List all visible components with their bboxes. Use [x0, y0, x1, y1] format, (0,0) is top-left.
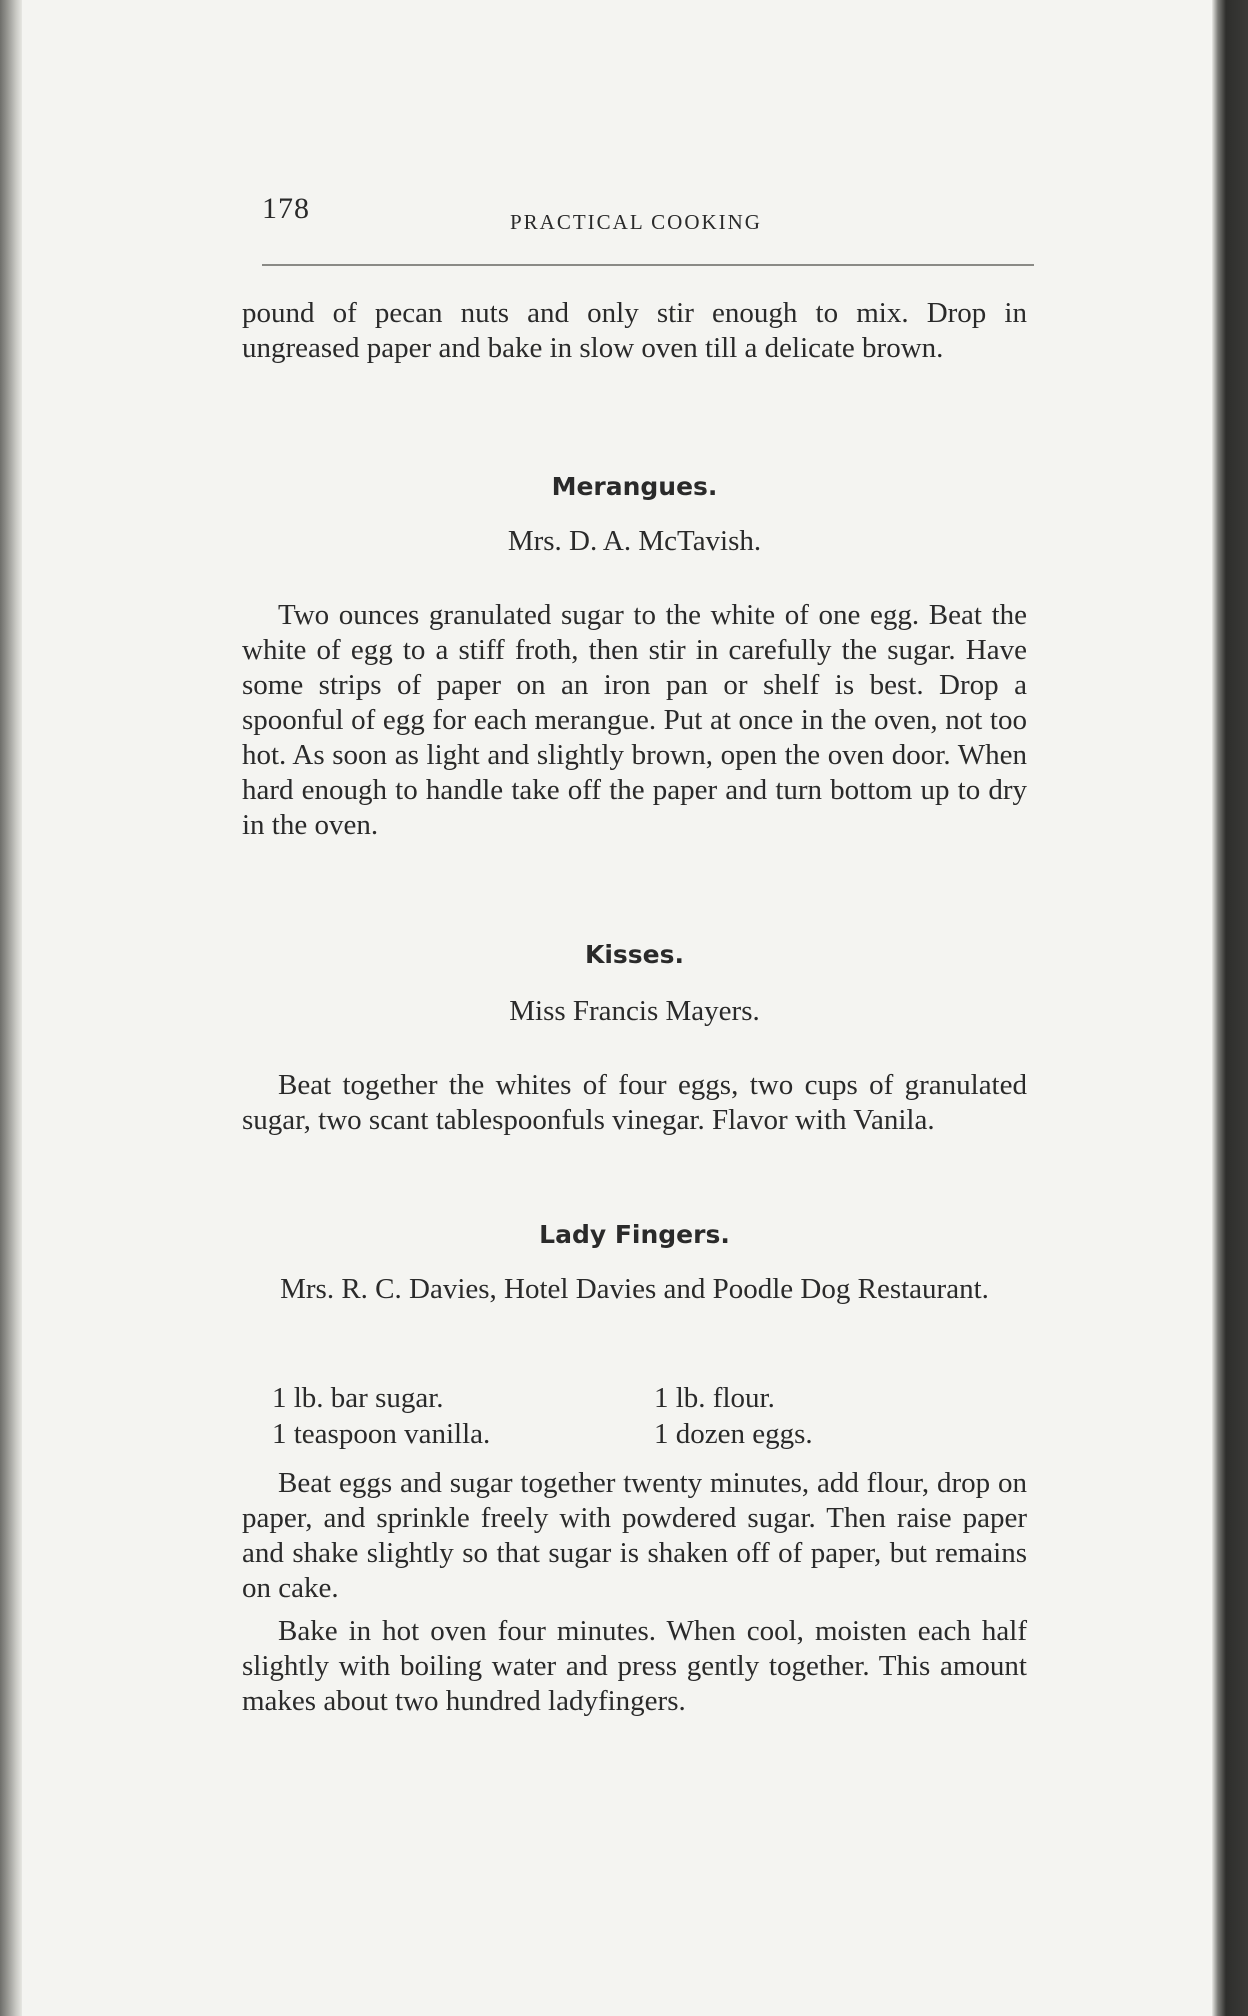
- ingredient-item: 1 dozen eggs.: [654, 1418, 813, 1450]
- ingredient-item: 1 teaspoon vanilla.: [272, 1418, 491, 1450]
- recipe-title-lady-fingers: Lady Fingers.: [539, 1220, 730, 1249]
- recipe-paragraph: Beat eggs and sugar together twenty minutes, add flour, drop on paper, and sprinkle freely with powdered sugar. Then raise paper and shake slightly so that sugar is shaken off of paper, but remains on cake.: [242, 1467, 1027, 1604]
- page-edge-shadow: [1212, 0, 1248, 2016]
- recipe-body-kisses: [242, 1068, 1027, 1138]
- ingredient-list: [272, 1380, 872, 1460]
- recipe-title-kisses: Kisses.: [584, 940, 685, 969]
- recipe-contributor-kisses: Miss Francis Mayers.: [509, 995, 760, 1027]
- intro-paragraph: pound of pecan nuts and only stir enough to mix. Drop in ungreased paper and bake in slow oven till a delicate brown.: [242, 297, 1027, 364]
- book-binding-shadow: [0, 0, 22, 2016]
- running-head: PRACTICAL COOKING: [510, 210, 762, 234]
- ingredient-item: 1 lb. flour.: [654, 1382, 775, 1414]
- recipe-contributor-merangues: Mrs. D. A. McTavish.: [507, 525, 762, 557]
- recipe-body-merangues: [242, 598, 1027, 843]
- recipe-title-merangues: Merangues.: [551, 472, 718, 501]
- header-rule: [262, 264, 1034, 266]
- page-number: 178: [262, 192, 310, 225]
- ingredient-column-left: [272, 1380, 490, 1452]
- ingredient-column-right: [654, 1380, 813, 1452]
- recipe-body-lady-fingers: [242, 1466, 1027, 1719]
- recipe-paragraph: Beat together the whites of four eggs, two cups of granulated sugar, two scant tablespoonfuls vinegar. Flavor with Vanila.: [242, 1069, 1027, 1136]
- intro-continuation: [242, 296, 1027, 366]
- recipe-paragraph: Two ounces granulated sugar to the white of one egg. Beat the white of egg to a stiff froth, then stir in carefully the sugar. Have some strips of paper on an iron pan or shelf is best. Drop a spoonful of egg for each merangue. Put at once in the oven, not too hot. As soon as light and slightly brown, open the oven door. When hard enough to handle take off the paper and turn bottom up to dry in the oven.: [242, 599, 1027, 841]
- recipe-contributor-lady-fingers: Mrs. R. C. Davies, Hotel Davies and Poodle Dog Restaurant.: [280, 1273, 989, 1305]
- ingredient-item: 1 lb. bar sugar.: [272, 1382, 444, 1414]
- recipe-paragraph: Bake in hot oven four minutes. When cool, moisten each half slightly with boiling water and press gently together. This amount makes about two hundred ladyfingers.: [242, 1615, 1027, 1717]
